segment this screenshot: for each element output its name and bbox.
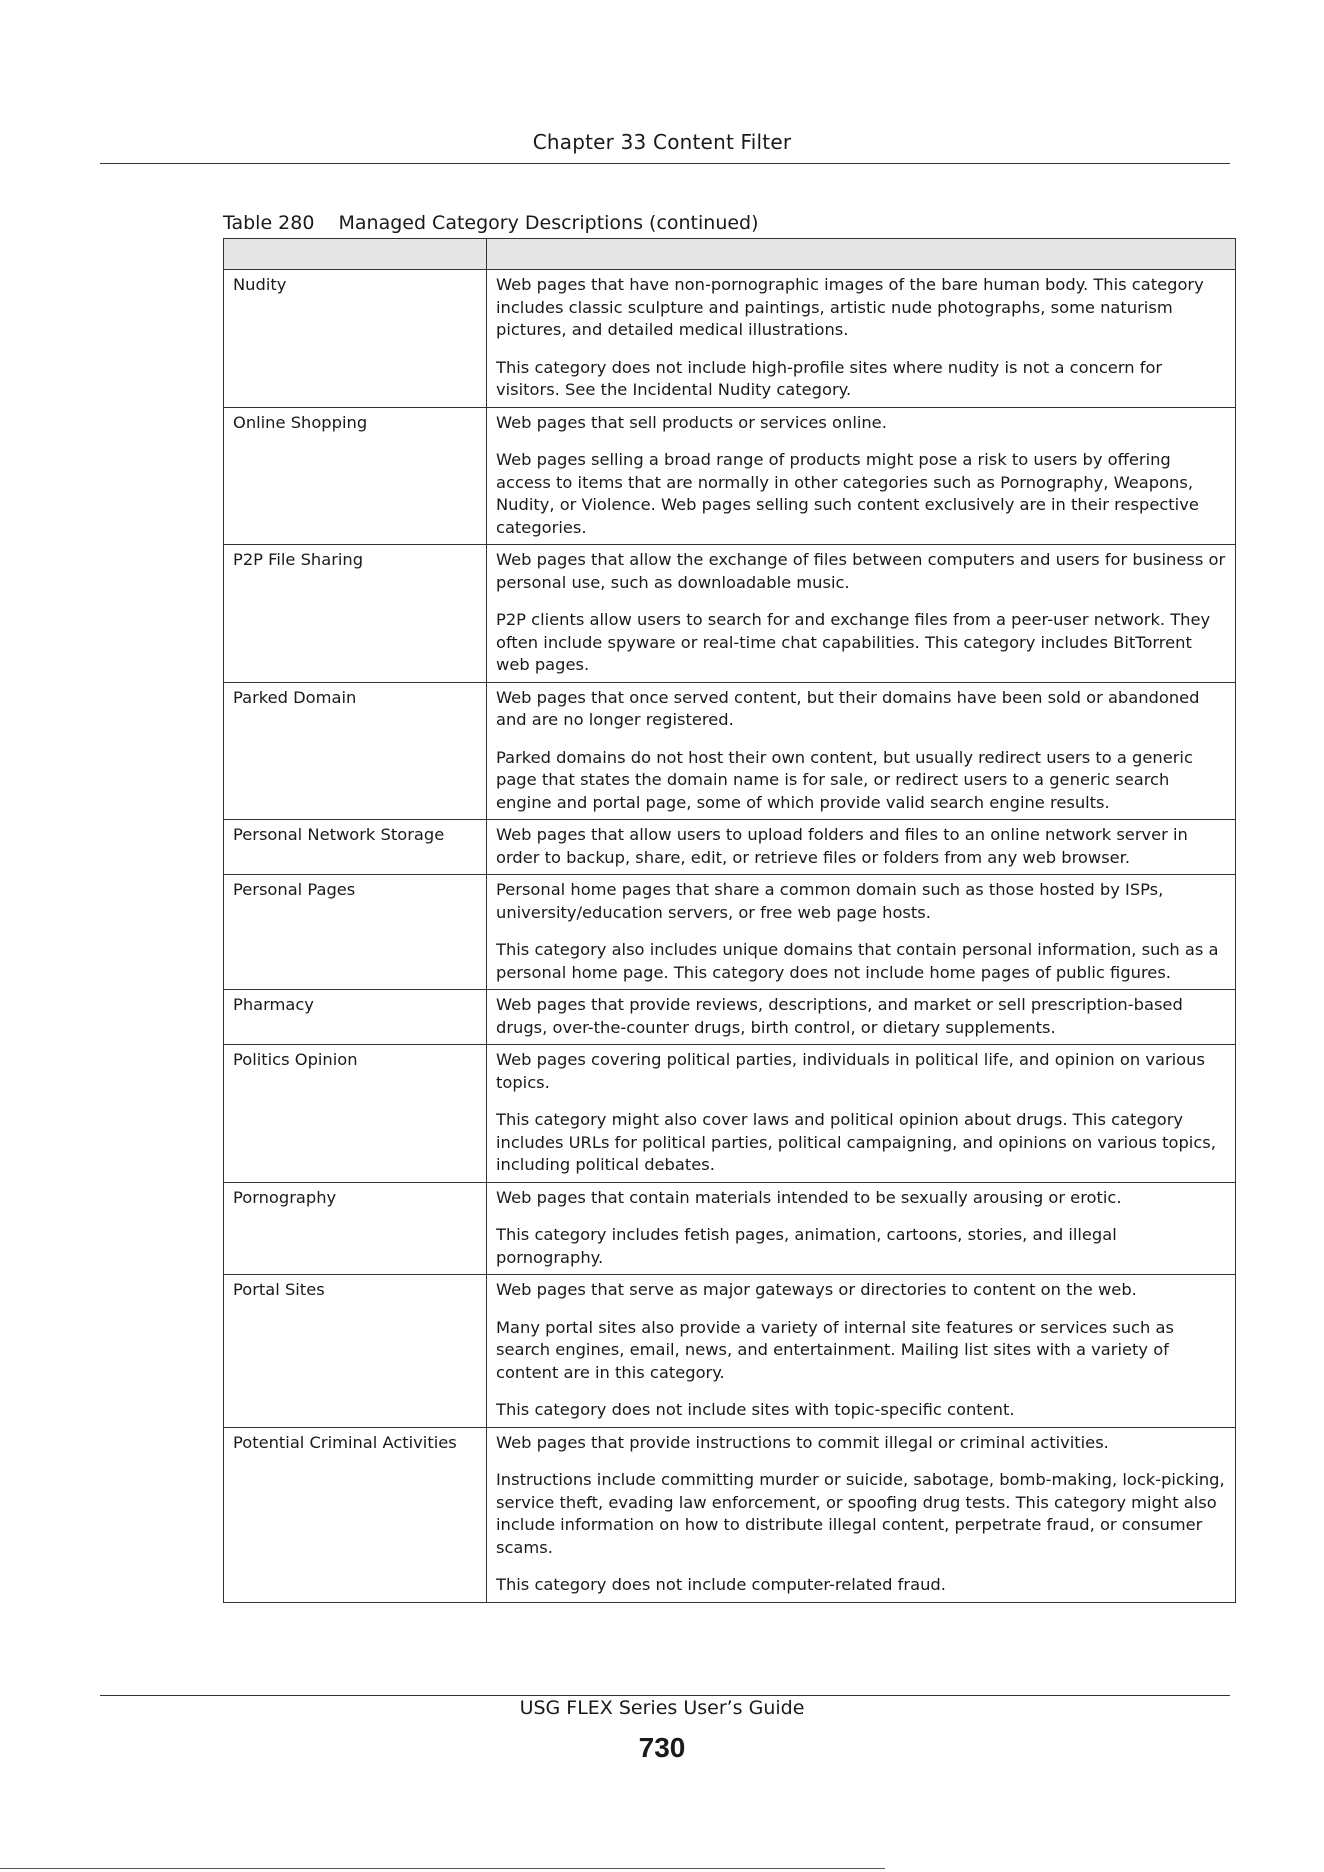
description-paragraph: Personal home pages that share a common domain such as those hosted by ISPs, university/education servers, or free web page hosts. (496, 880, 1164, 922)
description-paragraph: Web pages that sell products or services online. (496, 412, 887, 432)
description-paragraph: Web pages that serve as major gateways or directories to content on the web. (496, 1280, 1137, 1299)
category-name: Pornography (224, 1182, 487, 1275)
header-divider (100, 163, 1230, 164)
description-paragraph: P2P clients allow users to search for and exchange files from a peer-user network. They often include spyware or real-time chat capabilities. This category includes BitTorrent web pages. (496, 610, 1211, 674)
description-paragraph: Web pages covering political parties, individuals in political life, and opinion on various topics. (496, 1050, 1205, 1092)
category-description (487, 545, 1236, 683)
footer-divider (100, 1695, 1230, 1696)
description-paragraph: Parked domains do not host their own content, but usually redirect users to a generic page that states the domain name is for sale, or redirect users to a generic search engine and portal page, some of which provide valid search engine results. (496, 747, 1193, 812)
category-description (487, 1275, 1236, 1428)
category-description (487, 1182, 1236, 1275)
table-row (224, 682, 1236, 820)
table-header-row (224, 239, 1236, 270)
table-row (224, 545, 1236, 683)
description-paragraph: This category does not include computer-related fraud. (496, 1575, 946, 1594)
table-row (224, 1427, 1236, 1602)
category-description (487, 270, 1236, 408)
table-row (224, 1275, 1236, 1428)
chapter-title: Chapter 33 Content Filter (532, 130, 792, 154)
category-name: Potential Criminal Activities (224, 1427, 487, 1602)
category-name: Personal Pages (224, 875, 487, 990)
category-name: Personal Network Storage (224, 820, 487, 875)
description-paragraph: This category includes fetish pages, animation, cartoons, stories, and illegal pornography. (496, 1225, 1117, 1267)
category-name: Nudity (224, 270, 487, 408)
category-description (487, 1427, 1236, 1602)
page-number: 730 (638, 1732, 686, 1763)
category-table (223, 238, 1236, 1603)
category-description (487, 875, 1236, 990)
category-name: Politics Opinion (224, 1045, 487, 1183)
table-row (224, 1182, 1236, 1275)
category-name: Online Shopping (224, 407, 487, 545)
description-paragraph: This category might also cover laws and political opinion about drugs. This category includes URLs for political parties, political campaigning, and opinions on various topics, including political debates. (496, 1110, 1216, 1174)
category-description (487, 990, 1236, 1045)
table-caption-title: Managed Category Descriptions (continued) (338, 212, 759, 234)
category-description (487, 682, 1236, 820)
table-row (224, 990, 1236, 1045)
table-row (224, 407, 1236, 545)
table-row (224, 1045, 1236, 1183)
table-caption (223, 212, 759, 234)
category-description (487, 1045, 1236, 1183)
table-row (224, 875, 1236, 990)
description-paragraph: Web pages selling a broad range of products might pose a risk to users by offering access to items that are normally in other categories such as Pornography, Weapons, Nudity, or Violence. Web pages selling such content exclusively are in their respective categories. (496, 450, 1199, 537)
category-description (487, 407, 1236, 545)
description-paragraph: Web pages that once served content, but their domains have been sold or abandoned and are no longer registered. (496, 687, 1200, 729)
description-paragraph: Instructions include committing murder or suicide, sabotage, bomb-making, lock-picking, service theft, evading law enforcement, or spoofing drug tests. This category might also include information on how to distribute illegal content, perpetrate fraud, or consumer scams. (496, 1470, 1225, 1557)
description-paragraph: Many portal sites also provide a variety of internal site features or services such as search engines, email, news, and entertainment. Mailing list sites with a variety of content are in this category. (496, 1317, 1174, 1382)
description-paragraph: Web pages that have non-pornographic images of the bare human body. This category includes classic sculpture and paintings, artistic nude photographs, some naturism pictures, and detailed medical illustrations. (496, 275, 1204, 339)
description-paragraph: This category does not include high-profile sites where nudity is not a concern for visitors. See the Incidental Nudity category. (496, 357, 1163, 399)
table-header-cell-description (487, 239, 1236, 270)
page-edge-line (0, 1868, 885, 1869)
description-paragraph: Web pages that contain materials intended to be sexually arousing or erotic. (496, 1187, 1122, 1207)
description-paragraph: Web pages that provide reviews, descriptions, and market or sell prescription-based drugs, over-the-counter drugs, birth control, or dietary supplements. (496, 995, 1183, 1037)
table-body (224, 270, 1236, 1603)
description-paragraph: This category also includes unique domains that contain personal information, such as a personal home page. This category does not include home pages of public figures. (496, 940, 1219, 982)
table-header-cell-label (224, 239, 487, 270)
table-caption-number: Table 280 (223, 212, 315, 234)
description-paragraph: Web pages that allow users to upload folders and files to an online network server in order to backup, share, edit, or retrieve files or folders from any web browser. (496, 825, 1188, 867)
description-paragraph: Web pages that allow the exchange of files between computers and users for business or personal use, such as downloadable music. (496, 550, 1226, 592)
table-row (224, 270, 1236, 408)
category-name: P2P File Sharing (224, 545, 487, 683)
category-description (487, 820, 1236, 875)
table-row (224, 820, 1236, 875)
description-paragraph: Web pages that provide instructions to commit illegal or criminal activities. (496, 1432, 1109, 1452)
description-paragraph: This category does not include sites with topic-specific content. (496, 1400, 1015, 1419)
category-name: Parked Domain (224, 682, 487, 820)
category-name: Portal Sites (224, 1275, 487, 1428)
category-name: Pharmacy (224, 990, 487, 1045)
footer-guide-title: USG FLEX Series User’s Guide (519, 1697, 805, 1719)
